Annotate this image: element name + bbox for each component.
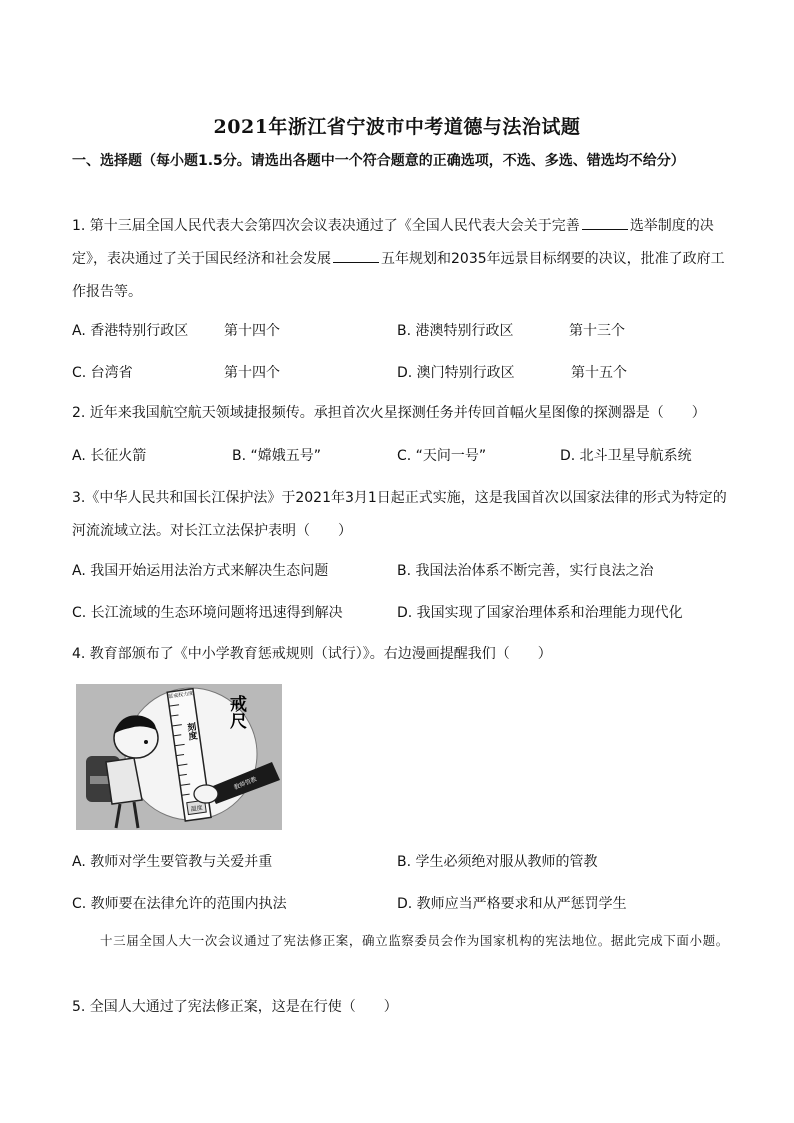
- blank-2: [333, 248, 379, 263]
- q1-option-d-extra: 第十五个: [571, 365, 627, 381]
- section-heading: 一、选择题（每小题1.5分。请选出各题中一个符合题意的正确选项，不选、多选、错选均不给分）: [72, 153, 685, 169]
- question-2: 2. 近年来我国航空航天领域捷报频传。承担首次火星探测任务并传回首幅火星图像的探测器是（ ）: [72, 405, 706, 421]
- q3-option-b: B. 我国法治体系不断完善，实行良法之治: [397, 563, 654, 579]
- teacher-hand: [194, 785, 218, 803]
- q1-option-a-extra: 第十四个: [224, 323, 280, 339]
- q2-option-a: A. 长征火箭: [72, 448, 147, 464]
- page-title: 2021年浙江省宁波市中考道德与法治试题: [213, 116, 581, 138]
- q2-option-d: D. 北斗卫星导航系统: [560, 448, 692, 464]
- q2-option-b: B. “嫦娥五号”: [232, 448, 322, 464]
- q4-option-d: D. 教师应当严格要求和从严惩罚学生: [397, 896, 627, 912]
- question-4: 4. 教育部颁布了《中小学教育惩戒规则（试行）》。右边漫画提醒我们（ ）: [72, 646, 552, 662]
- q1-option-b: B. 港澳特别行政区: [397, 323, 514, 339]
- context-note: 十三届全国人大一次会议通过了宪法修正案，确立监察委员会作为国家机构的宪法地位。据此完成下面小题。: [100, 933, 729, 948]
- q1-option-c: C. 台湾省: [72, 365, 133, 381]
- q3-option-c: C. 长江流域的生态环境问题将迅速得到解决: [72, 605, 343, 621]
- cartoon-svg: [76, 684, 282, 830]
- question-5: 5. 全国人大通过了宪法修正案，这是在行使（ ）: [72, 999, 398, 1015]
- q4-option-c: C. 教师要在法律允许的范围内执法: [72, 896, 287, 912]
- ruler-small-text: 刻度: [184, 721, 198, 741]
- q1-option-a: A. 香港特别行政区: [72, 323, 189, 339]
- q3-option-a: A. 我国开始运用法治方式来解决生态问题: [72, 563, 329, 579]
- question-1-part-2: 选举制度的决定》，表决通过了关于国民经济和社会发展: [72, 218, 714, 267]
- q4-option-b: B. 学生必须绝对服从教师的管教: [397, 854, 598, 870]
- q1-option-d: D. 澳门特别行政区: [397, 365, 515, 381]
- q1-option-c-extra: 第十四个: [224, 365, 280, 381]
- ruler-big-text: 戒尺: [226, 695, 246, 729]
- question-3: 3.《中华人民共和国长江保护法》于2021年3月1日起正式实施，这是我国首次以国家法律的形式为特定的河流流域立法。对长江立法保护表明（ ）: [72, 490, 727, 539]
- question-1-part-1: 1. 第十三届全国人民代表大会第四次会议表决通过了《全国人民代表大会关于完善: [72, 218, 580, 234]
- ruler-bottom-text: 温度: [190, 804, 204, 814]
- ruler-top-text: 惩戒权力度: [167, 690, 194, 701]
- cartoon-image: [76, 684, 282, 830]
- q1-option-b-extra: 第十三个: [569, 323, 625, 339]
- question-1: [72, 210, 732, 309]
- blank-1: [582, 215, 628, 230]
- q3-option-d: D. 我国实现了国家治理体系和治理能力现代化: [397, 605, 683, 621]
- hand-label-text: 教师管教: [232, 775, 258, 792]
- question-1-part-3: 五年规划和2035年远景目标纲要的决议，批准了政府工作报告等。: [72, 251, 725, 300]
- q2-option-c: C. “天问一号”: [397, 448, 487, 464]
- q4-option-a: A. 教师对学生要管教与关爱并重: [72, 854, 273, 870]
